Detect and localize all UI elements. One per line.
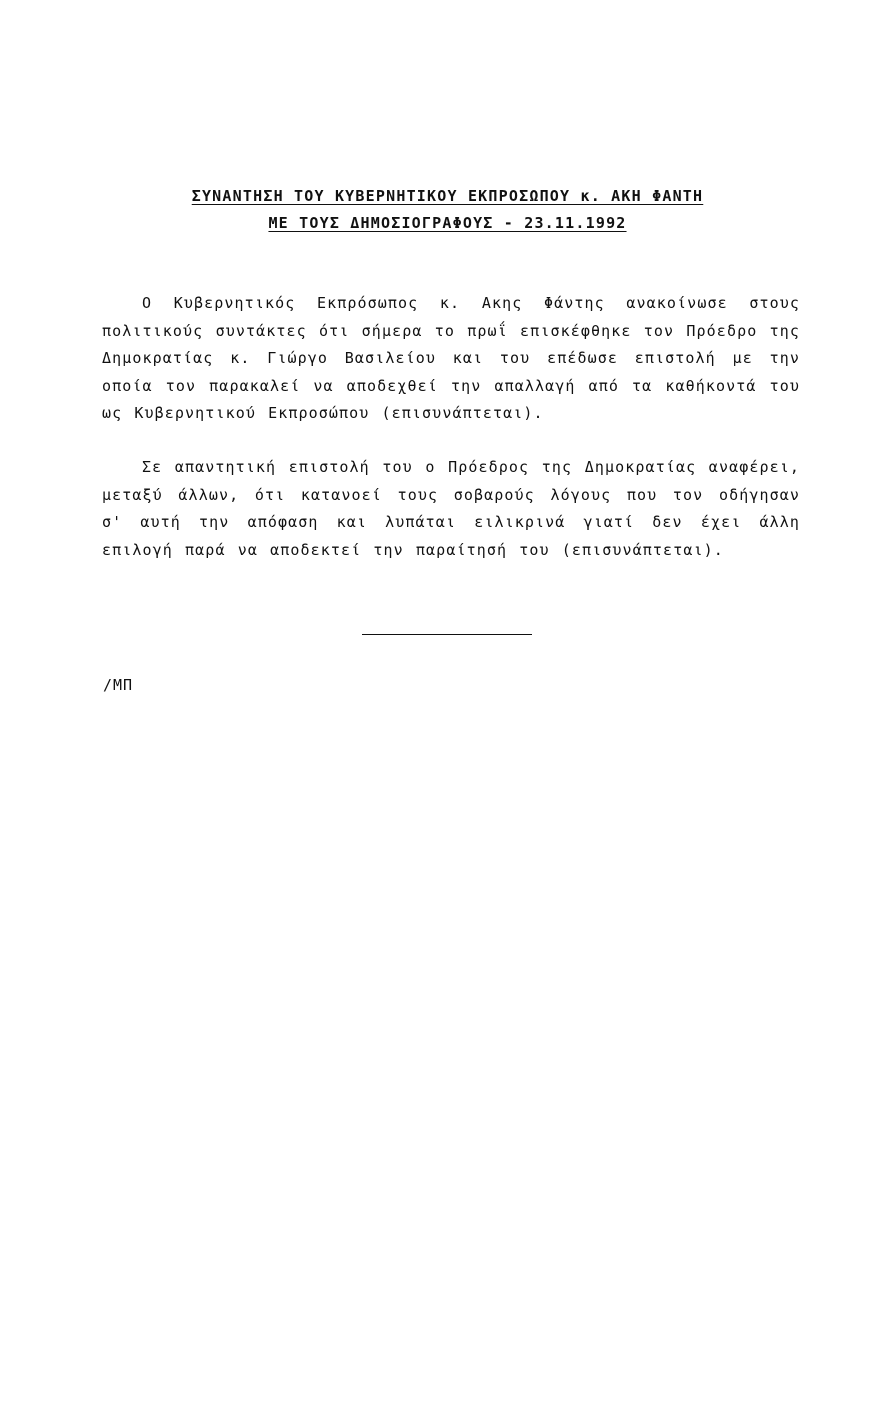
title-line-1 — [0, 183, 895, 210]
document-title — [0, 183, 895, 237]
title-line-2 — [0, 210, 895, 237]
paragraph-1: Ο Κυβερνητικός Εκπρόσωπος κ. Ακης Φάντης ανακοίνωσε στους πολιτικούς συντάκτες ότι σήμερα το πρωΐ επισκέφθηκε τον Πρόεδρο της Δημοκρατίας κ. Γιώργο Βασιλείου και του επέδωσε επιστολή με την οποία τον παρακαλεί να αποδεχθεί την απαλλαγή από τα καθήκοντά του ως Κυβερνητικού Εκπροσώπου (επισυνάπτεται). — [102, 294, 800, 422]
title-line-1-text: ΣΥΝΑΝΤΗΣΗ ΤΟΥ ΚΥΒΕΡΝΗΤΙΚΟΥ ΕΚΠΡΟΣΩΠΟΥ κ. ΑΚΗ ΦΑΝΤΗ — [191, 187, 704, 205]
author-initials: /ΜΠ — [103, 676, 134, 694]
separator-line — [362, 634, 532, 635]
title-line-2-text: ΜΕ ΤΟΥΣ ΔΗΜΟΣΙΟΓΡΑΦΟΥΣ - 23.11.1992 — [268, 214, 627, 232]
paragraph-2: Σε απαντητική επιστολή του ο Πρόεδρος της Δημοκρατίας αναφέρει, μεταξύ άλλων, ότι κατανοεί τους σοβαρούς λόγους που τον οδήγησαν σ' αυτή την απόφαση και λυπάται ειλικρινά γιατί δεν έχει άλλη επιλογή παρά να αποδεκτεί την παραίτησή του (επισυνάπτεται). — [102, 458, 800, 559]
